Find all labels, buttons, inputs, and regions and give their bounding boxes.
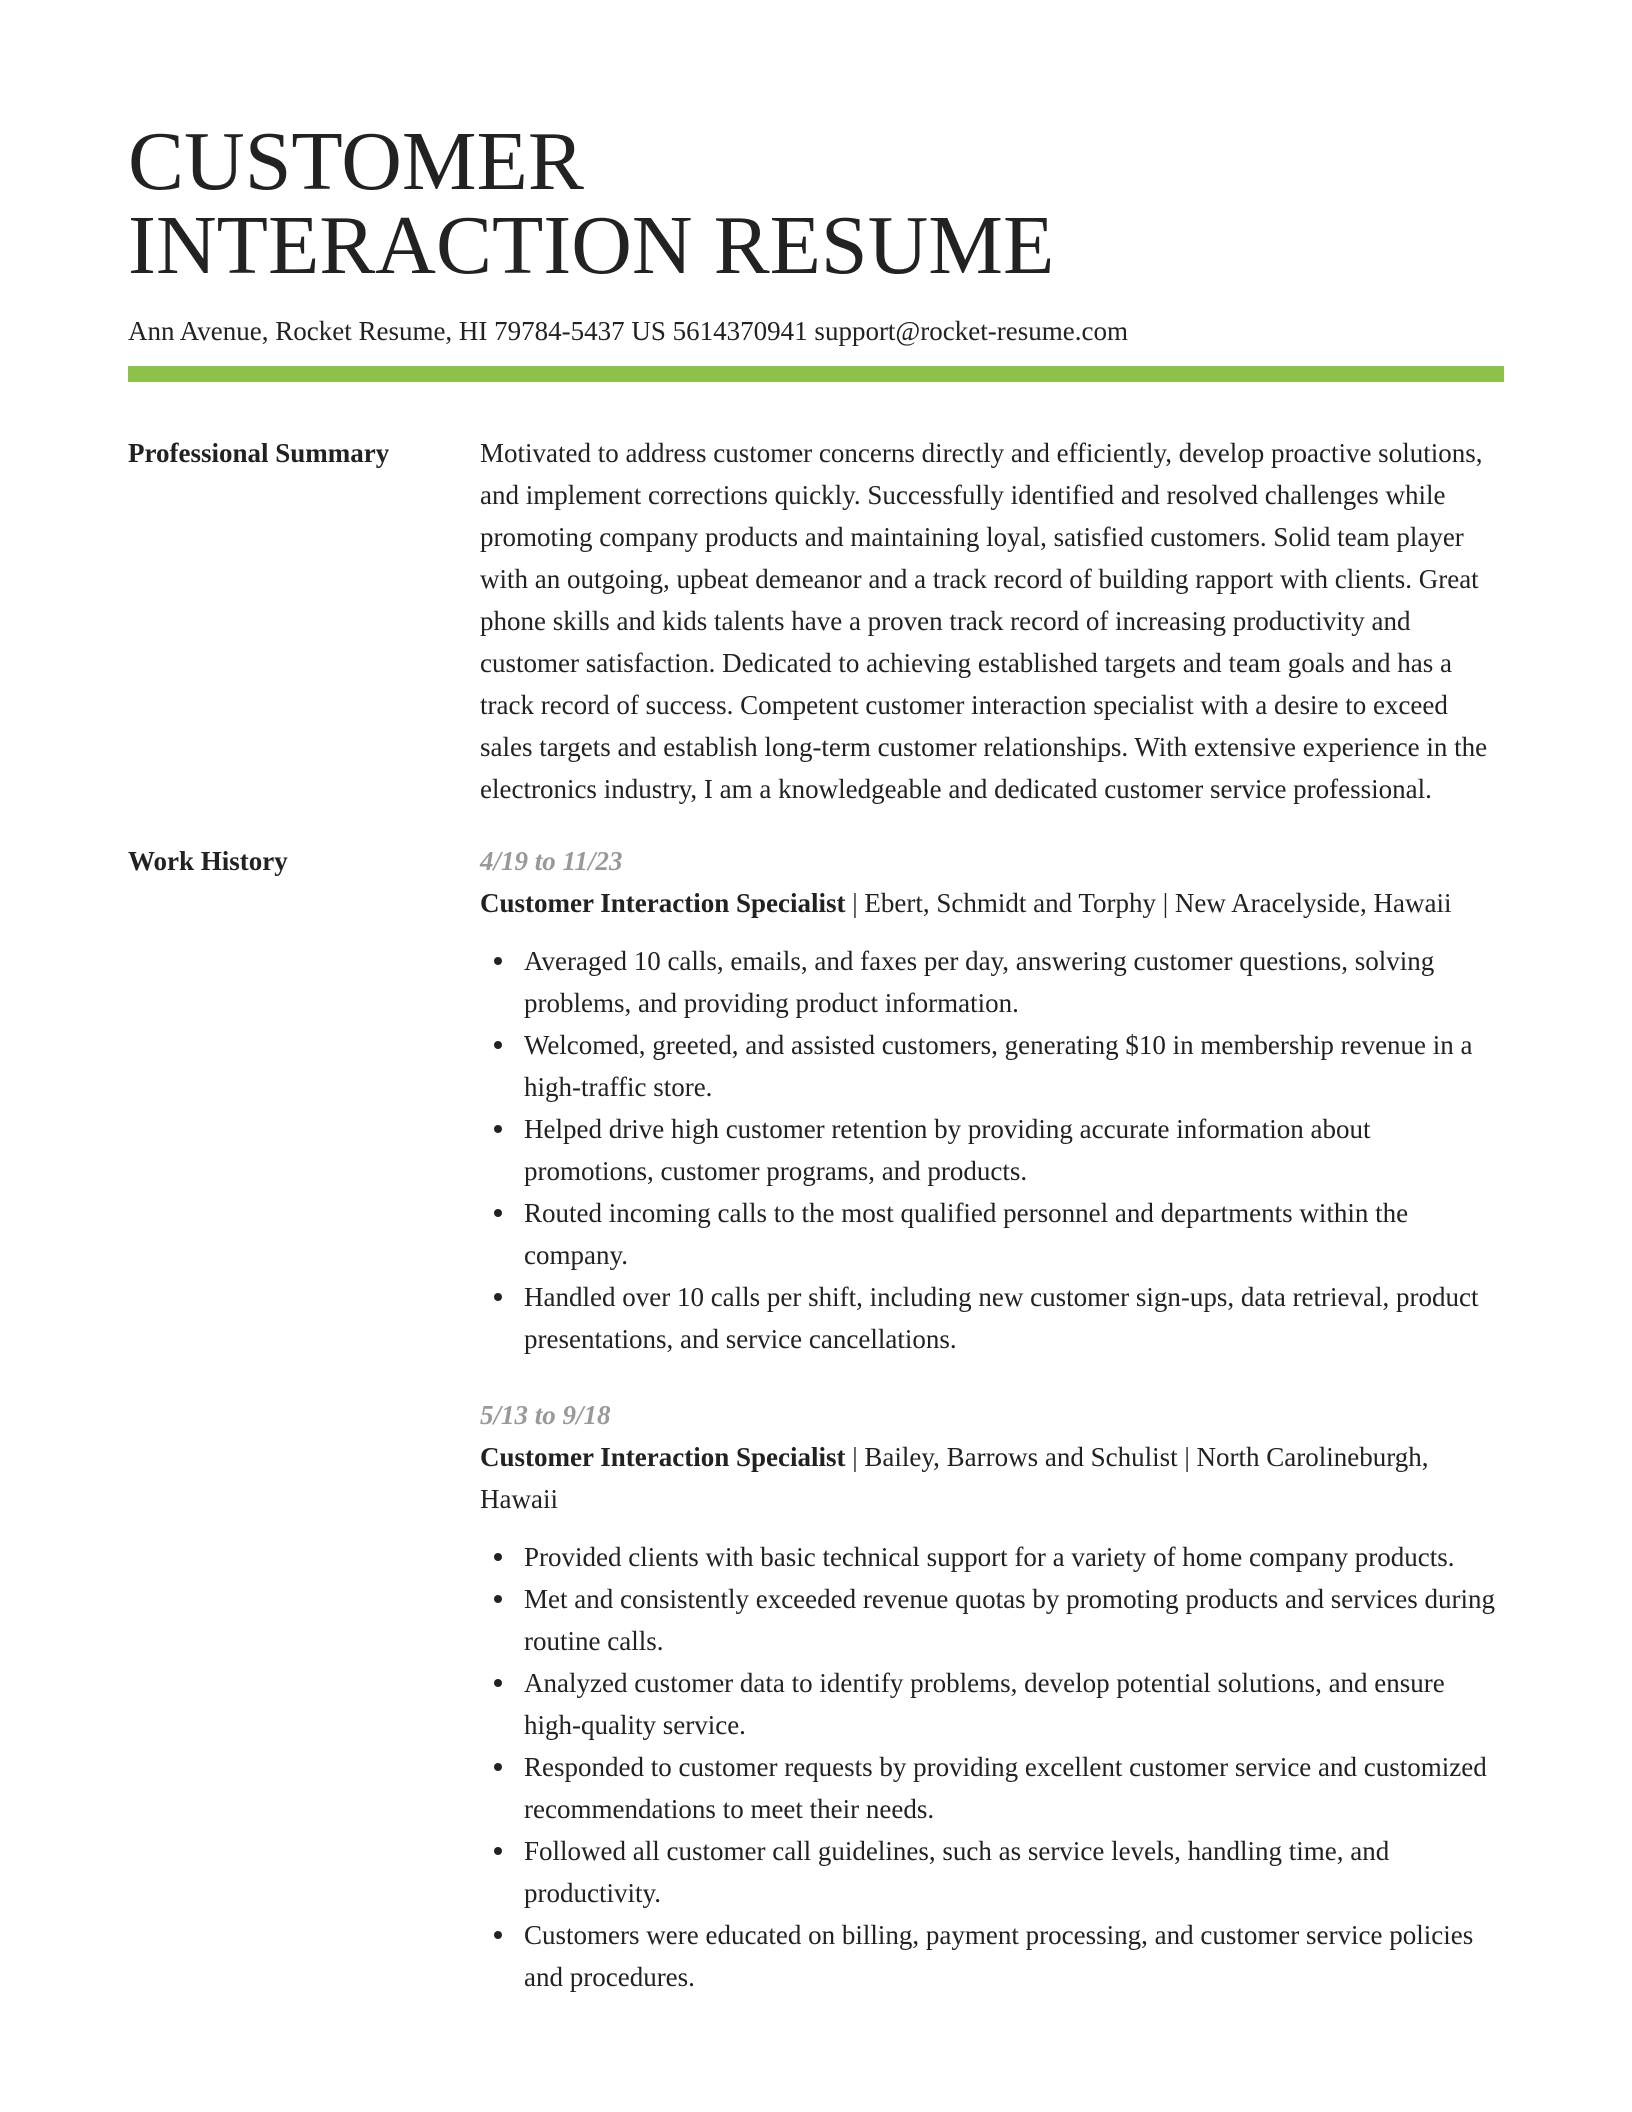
job-dates: 5/13 to 9/18: [480, 1400, 611, 1430]
job-header: [480, 882, 1504, 924]
job-bullet-list: [480, 940, 1504, 1360]
job-dates: 4/19 to 11/23: [480, 846, 623, 876]
job-bullet: [480, 1578, 1504, 1662]
bullet-icon: [494, 1595, 502, 1603]
job-bullet-text: Welcomed, greeted, and assisted customers, generating $10 in membership revenue in a high-traffic store.: [524, 1030, 1473, 1102]
contact-info: Ann Avenue, Rocket Resume, HI 79784-5437 US 5614370941 support@rocket-resume.com: [128, 316, 1128, 346]
bullet-icon: [494, 1931, 502, 1939]
job-title: Customer Interaction Specialist: [480, 1442, 846, 1472]
job-bullet-text: Helped drive high customer retention by providing accurate information about promotions, customer programs, and products.: [524, 1114, 1371, 1186]
bullet-icon: [494, 1041, 502, 1049]
job-bullet: [480, 1536, 1504, 1578]
job-bullet-text: Met and consistently exceeded revenue quotas by promoting products and services during routine calls.: [524, 1584, 1495, 1656]
job-entry: [480, 840, 1504, 1360]
job-bullet-text: Analyzed customer data to identify problems, develop potential solutions, and ensure high-quality service.: [524, 1668, 1445, 1740]
job-bullet: [480, 1276, 1504, 1360]
job-bullet: [480, 1914, 1504, 1998]
job-bullet-text: Responded to customer requests by providing excellent customer service and customized recommendations to meet their needs.: [524, 1752, 1487, 1824]
bullet-icon: [494, 1209, 502, 1217]
job-bullet: [480, 940, 1504, 1024]
bullet-icon: [494, 1125, 502, 1133]
job-header: [480, 1436, 1504, 1520]
job-bullet-text: Averaged 10 calls, emails, and faxes per day, answering customer questions, solving problems, and providing product information.: [524, 946, 1435, 1018]
bullet-icon: [494, 1293, 502, 1301]
work-history-body: [480, 840, 1504, 1998]
work-history-section: [128, 840, 1504, 1998]
job-bullet: [480, 1662, 1504, 1746]
bullet-icon: [494, 1847, 502, 1855]
job-bullet: [480, 1830, 1504, 1914]
bullet-icon: [494, 1679, 502, 1687]
resume-title: [128, 115, 1504, 292]
resume-title-line-2: INTERACTION RESUME: [128, 199, 1055, 292]
professional-summary-text: Motivated to address customer concerns directly and efficiently, develop proactive solutions, and implement corrections quickly. Successfully identified and resolved challenges while promoting company products and maintaining loyal, satisfied customers. Solid team player with an outgoing, upbeat demeanor and a track record of building rapport with clients. Great phone skills and kids talents have a proven track record of increasing productivity and customer satisfaction. Dedicated to achieving established targets and team goals and has a track record of success. Competent customer interaction specialist with a desire to exceed sales targets and establish long-term customer relationships. With extensive experience in the electronics industry, I am a knowledgeable and dedicated customer service professional.: [480, 438, 1488, 804]
job-bullet-text: Followed all customer call guidelines, such as service levels, handling time, and productivity.: [524, 1836, 1390, 1908]
job-entry: [480, 1394, 1504, 1998]
professional-summary-label: Professional Summary: [128, 438, 390, 468]
job-details: | Ebert, Schmidt and Torphy | New Aracelyside, Hawaii: [845, 888, 1452, 918]
job-bullet-text: Provided clients with basic technical support for a variety of home company products.: [524, 1542, 1455, 1572]
job-bullet-text: Routed incoming calls to the most qualified personnel and departments within the company.: [524, 1198, 1409, 1270]
bullet-icon: [494, 1763, 502, 1771]
bullet-icon: [494, 957, 502, 965]
resume-title-line-1: CUSTOMER: [128, 115, 584, 208]
bullet-icon: [494, 1553, 502, 1561]
job-bullet: [480, 1746, 1504, 1830]
job-bullet: [480, 1192, 1504, 1276]
job-bullet-text: Handled over 10 calls per shift, including new customer sign-ups, data retrieval, product presentations, and service cancellations.: [524, 1282, 1479, 1354]
resume-page: [128, 115, 1504, 1998]
job-bullet-list: [480, 1536, 1504, 1998]
job-details: | Bailey, Barrows and Schulist | North Carolineburgh, Hawaii: [480, 1442, 1429, 1514]
job-title: Customer Interaction Specialist: [480, 888, 846, 918]
professional-summary-section: [128, 432, 1504, 810]
work-history-label: Work History: [128, 846, 288, 876]
job-bullet: [480, 1108, 1504, 1192]
accent-divider: [128, 366, 1504, 382]
job-bullet: [480, 1024, 1504, 1108]
job-bullet-text: Customers were educated on billing, payment processing, and customer service policies and procedures.: [524, 1920, 1474, 1992]
